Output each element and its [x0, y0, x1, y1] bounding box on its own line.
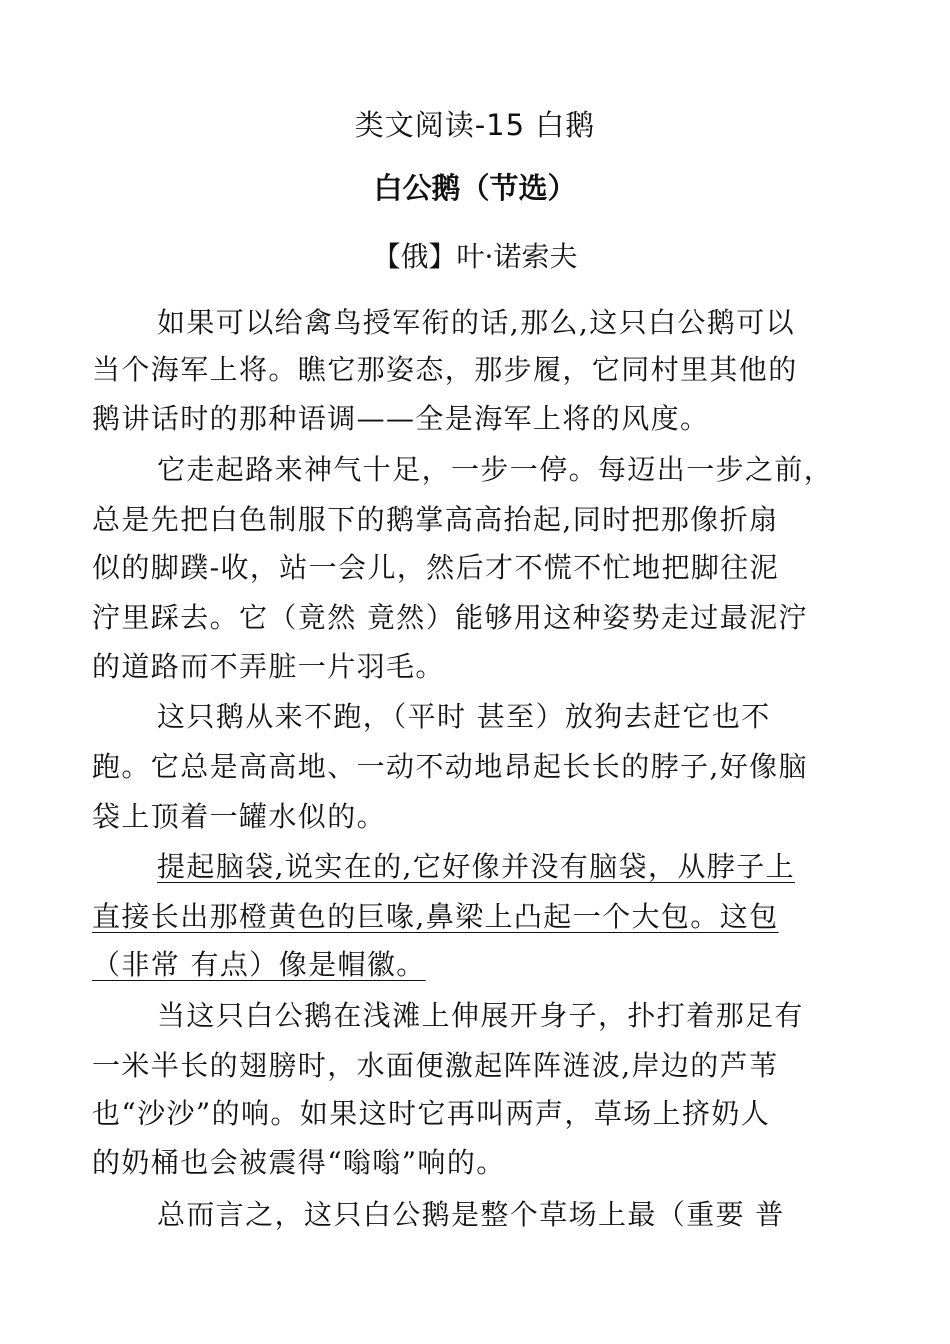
paragraph-line: 当这只白公鹅在浅滩上伸展开身子，扑打着那足有 [157, 999, 804, 1032]
underlined-line: （非常 有点）像是帽徽。 [92, 948, 426, 981]
paragraph-line: 鹅讲话时的那种语调——全是海军上将的风度。 [92, 402, 710, 435]
paragraph-line: 似的脚蹼-收，站一会儿，然后才不慌不忙地把脚往泥 [92, 551, 780, 584]
page-title: 类文阅读-15 白鹅 [354, 108, 596, 142]
paragraph-line: 也“沙沙”的响。如果这时它再叫两声，草场上挤奶人 [92, 1097, 771, 1130]
paragraph-line: 袋上顶着一罐水似的。 [92, 800, 387, 833]
paragraph-line: 的道路而不弄脏一片羽毛。 [92, 650, 445, 683]
paragraph-line: 一米半长的翅膀时，水面便激起阵阵涟波,岸边的芦苇 [92, 1049, 779, 1082]
paragraph-line: 跑。它总是高高地、一动不动地昂起长长的脖子,好像脑 [92, 750, 808, 783]
paragraph-line: 如果可以给禽鸟授军衔的话,那么,这只白公鹅可以 [157, 306, 796, 339]
paragraph-line: 当个海军上将。瞧它那姿态，那步履，它同村里其他的 [92, 353, 798, 386]
paragraph-line: 泞里踩去。它（竟然 竟然）能够用这种姿势走过最泥泞 [92, 601, 808, 634]
paragraph-line: 它走起路来神气十足，一步一停。每迈出一步之前， [157, 453, 834, 486]
paragraph-line: 的奶桶也会被震得“嗡嗡”响的。 [92, 1146, 506, 1179]
underlined-line: 直接长出那橙黄色的巨喙,鼻梁上凸起一个大包。这包 [92, 900, 779, 933]
underlined-line: 提起脑袋,说实在的,它好像并没有脑袋，从脖子上 [157, 850, 796, 883]
article-title: 白公鹅（节选） [373, 171, 577, 205]
author-line: 【俄】叶·诺索夫 [372, 240, 578, 273]
paragraph-line: 这只鹅从来不跑，（平时 甚至）放狗去赶它也不 [157, 700, 771, 733]
paragraph-line: 总而言之，这只白公鹅是整个草场上最（重要 普 [157, 1198, 785, 1231]
paragraph-line: 总是先把白色制服下的鹅掌高高抬起,同时把那像折扇 [92, 503, 779, 536]
